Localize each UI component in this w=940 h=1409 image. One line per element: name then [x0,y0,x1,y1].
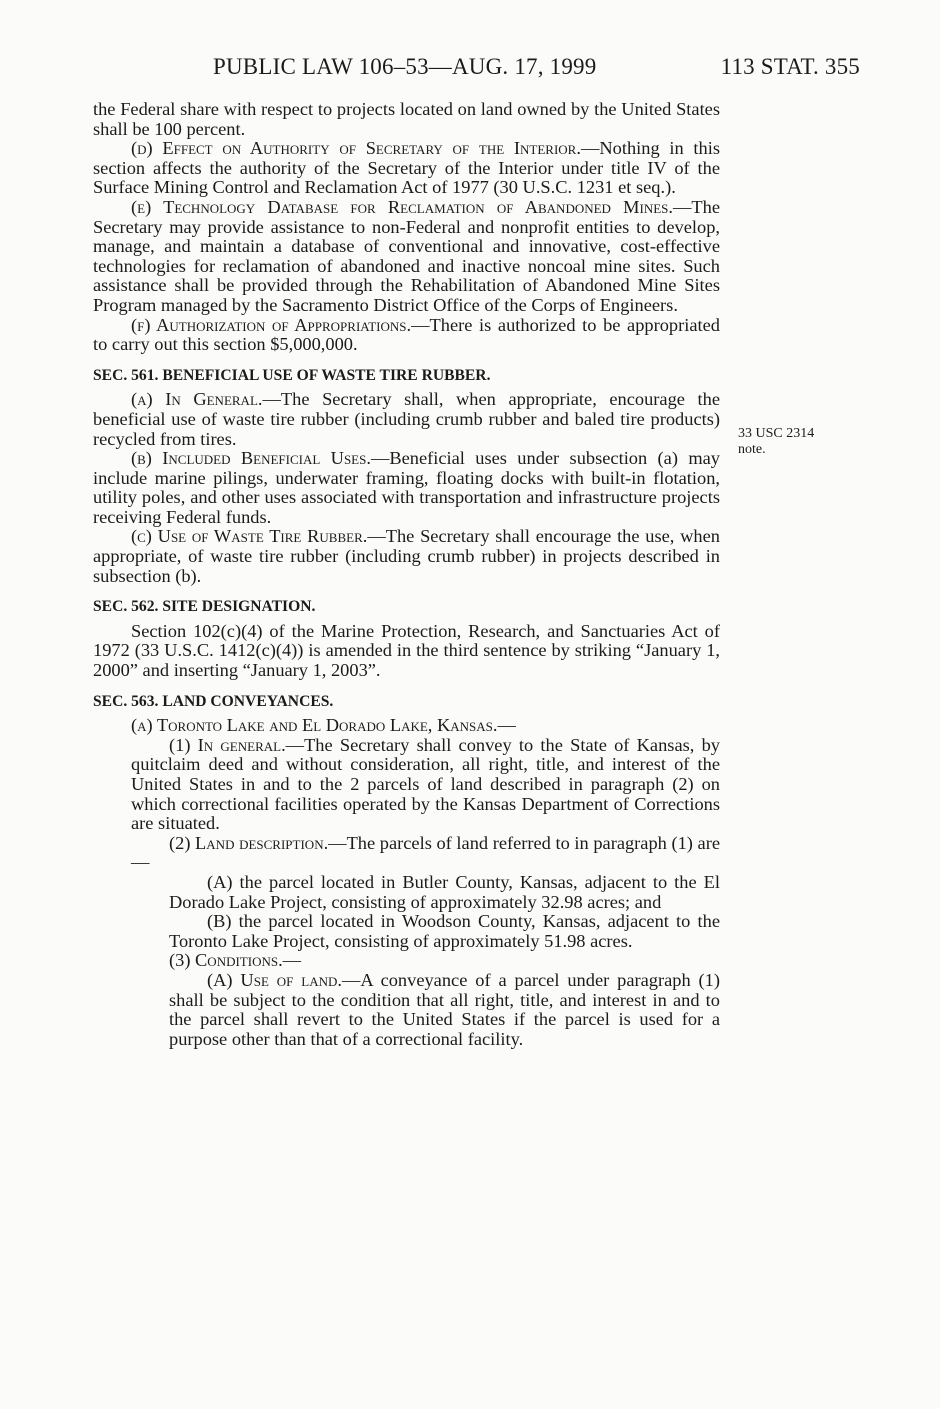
paragraph [93,527,720,586]
paragraph [93,139,720,198]
section-heading [93,366,720,386]
paragraph [93,971,720,1049]
paragraph-text: Nothing in this section affects the authority of the Secretary of the Interior under title IV of the Surface Mining Control and Reclamation Act of 1977 (30 U.S.C. 1231 et seq.). [93,138,721,198]
paragraph [93,873,720,912]
subsection-heading: (b) Included Beneficial Uses.— [131,448,390,469]
paragraph-text: (B) the parcel located in Woodson County, Kansas, adjacent to the Toronto Lake Project, consisting of approximately 51.98 acres. [169,911,720,951]
paragraph-text: There is authorized to be appropriated to carry out this section $5,000,000. [93,314,720,355]
subsection-heading: (c) Use of Waste Tire Rubber.— [131,526,386,547]
subsection-heading: (a) In General.— [131,389,281,410]
subsection-heading: (3) Conditions.— [169,950,302,971]
paragraph [93,449,720,527]
paragraph [93,716,720,736]
margin-note-citation: 33 USC 2314 [738,426,815,441]
paragraph-text: The Secretary shall encourage the use, when appropriate, of waste tire rubber (including crumb rubber) in projects described in subsection (b). [93,526,720,586]
margin-note [738,426,848,458]
running-header-stat-page: 113 STAT. 355 [720,54,860,79]
subsection-heading: (d) Effect on Authority of Secretary of the Interior.— [131,138,600,159]
paragraph-text: The Secretary shall convey to the State of Kansas, by quitclaim deed and without consideration, all right, title, and interest of the United States in and to the 2 parcels of land described in paragraph (2) on which correctional facilities operated by the Kansas Department of Corrections are situated. [131,734,720,834]
running-header-title: PUBLIC LAW 106–53—AUG. 17, 1999 [213,54,597,79]
subsection-heading: (f) Authorization of Appropriations.— [131,314,430,335]
subsection-heading: (e) Technology Database for Reclamation of Abandoned Mines.— [131,196,692,217]
paragraph [93,198,720,316]
section-title-text: SEC. 561. BENEFICIAL USE OF WASTE TIRE RUBBER. [93,366,491,384]
paragraph [93,912,720,951]
paragraph [93,951,720,971]
subsection-heading: (2) Land description.— [169,832,347,853]
section-title-text: SEC. 562. SITE DESIGNATION. [93,598,316,616]
paragraph [93,834,720,873]
section-heading [93,597,720,617]
section-heading [93,692,720,712]
paragraph-text: (A) the parcel located in Butler County, Kansas, adjacent to the El Dorado Lake Project, consisting of approximately 32.98 acres; and [169,871,720,912]
margin-note-label: note. [738,442,766,457]
paragraph-text: the Federal share with respect to projects located on land owned by the United States shall be 100 percent. [93,99,720,139]
paragraph-text: A conveyance of a parcel under paragraph (1) shall be subject to the condition that all right, title, and interest in and to the parcel shall revert to the United States if the parcel is used for a purpose other than that of a correctional facility. [169,969,720,1049]
paragraph [93,622,720,681]
section-title-text: SEC. 563. LAND CONVEYANCES. [93,692,334,710]
paragraph-text: Beneficial uses under subsection (a) may include marine pilings, underwater framing, floating docks with built-in flotation, utility poles, and other uses associated with transportation and infrastructure projects receiving Federal funds. [93,448,720,527]
paragraph-text: The Secretary shall, when appropriate, encourage the beneficial use of waste tire rubber (including crumb rubber and baled tire products) recycled from tires. [93,389,721,449]
paragraph [93,100,720,139]
subsection-heading: (A) Use of land.— [207,969,361,990]
paragraph [93,316,720,355]
subsection-heading: (1) In general.— [169,734,305,755]
paragraph [93,736,720,834]
subsection-heading: (a) Toronto Lake and El Dorado Lake, Kansas.— [131,715,516,736]
paragraph-text: The Secretary may provide assistance to non-Federal and nonprofit entities to develop, manage, and maintain a database of conventional and innovative, cost-effective technologies for reclamation of abandoned and inactive noncoal mine sites. Such assistance shall be provided through the Rehabilitation of Abandoned Mine Sites Program managed by the Sacramento District Office of the Corps of Engineers. [93,196,720,315]
paragraph [93,390,720,449]
paragraph-text: Section 102(c)(4) of the Marine Protection, Research, and Sanctuaries Act of 1972 (33 U.S.C. 1412(c)(4)) is amended in the third sentence by striking “January 1, 2000” and inserting “January 1, 2003”. [93,620,720,681]
document-body [93,100,720,1049]
paragraph-text: The parcels of land referred to in paragraph (1) are— [131,832,720,873]
